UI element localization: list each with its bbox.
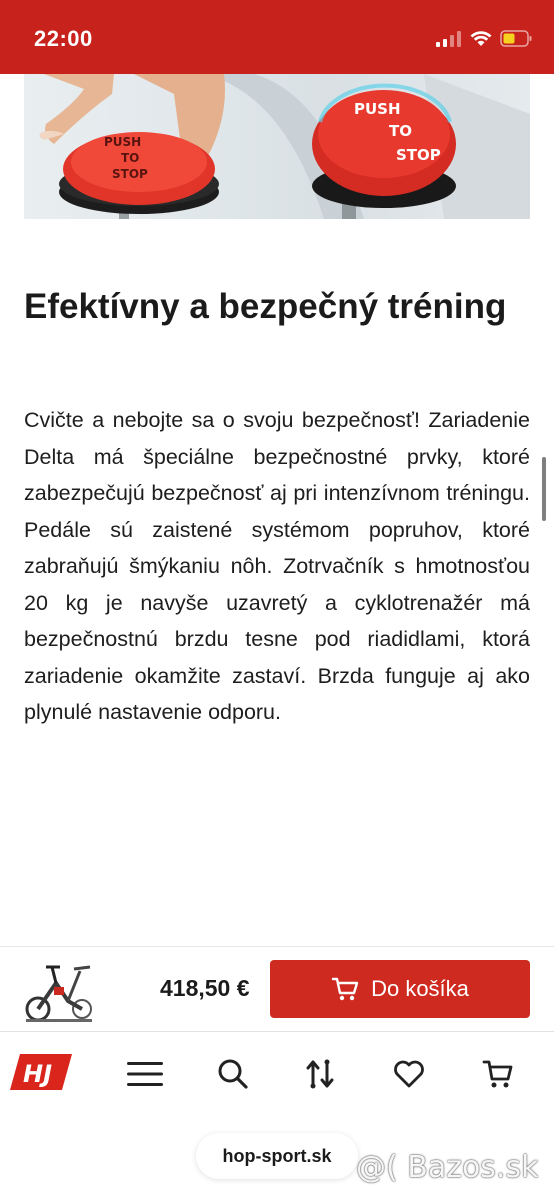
section-paragraph: Cvičte a nebojte sa o svoju bezpečnosť! Zariadenie Delta má špeciálne bezpečnostné prvky, ktoré zabezpečujú bezpečnosť aj pri intenzívnom tréningu. Pedále sú zaistené systémom popruhov, ktoré zabraňujú šmýkaniu nôh. Zotrvačník s hmotnosťou 20 kg je navyše uzavretý a cyklotrenažér má bezpečnostnú brzdu tesne pod riadidlami, ktorá zariadenie okamžite zastaví. Brzda funguje aj ako plynulé nastavenie odporu. — [24, 408, 530, 724]
bazos-watermark: @( Bazos.sk — [356, 1150, 539, 1185]
right-button-text-3: STOP — [396, 146, 441, 164]
search-button[interactable] — [211, 1052, 255, 1096]
left-button-text-2: TO — [121, 151, 140, 165]
right-button-text-2: TO — [389, 122, 412, 140]
heart-icon — [393, 1060, 425, 1088]
cart-nav-button[interactable] — [476, 1052, 520, 1096]
menu-button[interactable] — [123, 1052, 167, 1096]
right-button-text-1: PUSH — [354, 100, 401, 118]
product-hero-image — [24, 74, 530, 219]
battery-icon — [500, 30, 532, 47]
compare-icon — [305, 1058, 335, 1090]
left-button-text-1: PUSH — [104, 135, 142, 149]
product-price: 418,50 € — [160, 975, 250, 1001]
signal-icon — [436, 31, 462, 47]
scrollbar-thumb[interactable] — [542, 457, 546, 521]
add-to-cart-label: Do košíka — [371, 976, 469, 1001]
product-thumbnail[interactable] — [22, 955, 96, 1023]
push-to-stop-illustration — [24, 74, 530, 219]
hj-logo[interactable] — [10, 1052, 72, 1092]
domain-text: hop-sport.sk — [222, 1145, 332, 1166]
cart-icon — [482, 1059, 514, 1089]
search-icon — [217, 1058, 249, 1090]
status-bar — [0, 0, 554, 74]
bottom-navigation — [0, 1032, 554, 1118]
menu-icon — [127, 1061, 163, 1087]
sticky-cart-bar — [0, 946, 554, 1033]
browser-address-pill[interactable] — [196, 1133, 358, 1179]
logo-text: HJ — [23, 1060, 53, 1088]
status-icons — [436, 30, 532, 47]
left-button-text-3: STOP — [112, 167, 148, 181]
wishlist-button[interactable] — [387, 1052, 431, 1096]
status-time: 22:00 — [34, 26, 93, 51]
compare-button[interactable] — [298, 1052, 342, 1096]
cart-icon — [331, 976, 359, 1002]
wifi-icon — [470, 31, 492, 47]
section-heading: Efektívny a bezpečný tréning — [24, 287, 507, 326]
add-to-cart-button[interactable] — [270, 960, 530, 1018]
